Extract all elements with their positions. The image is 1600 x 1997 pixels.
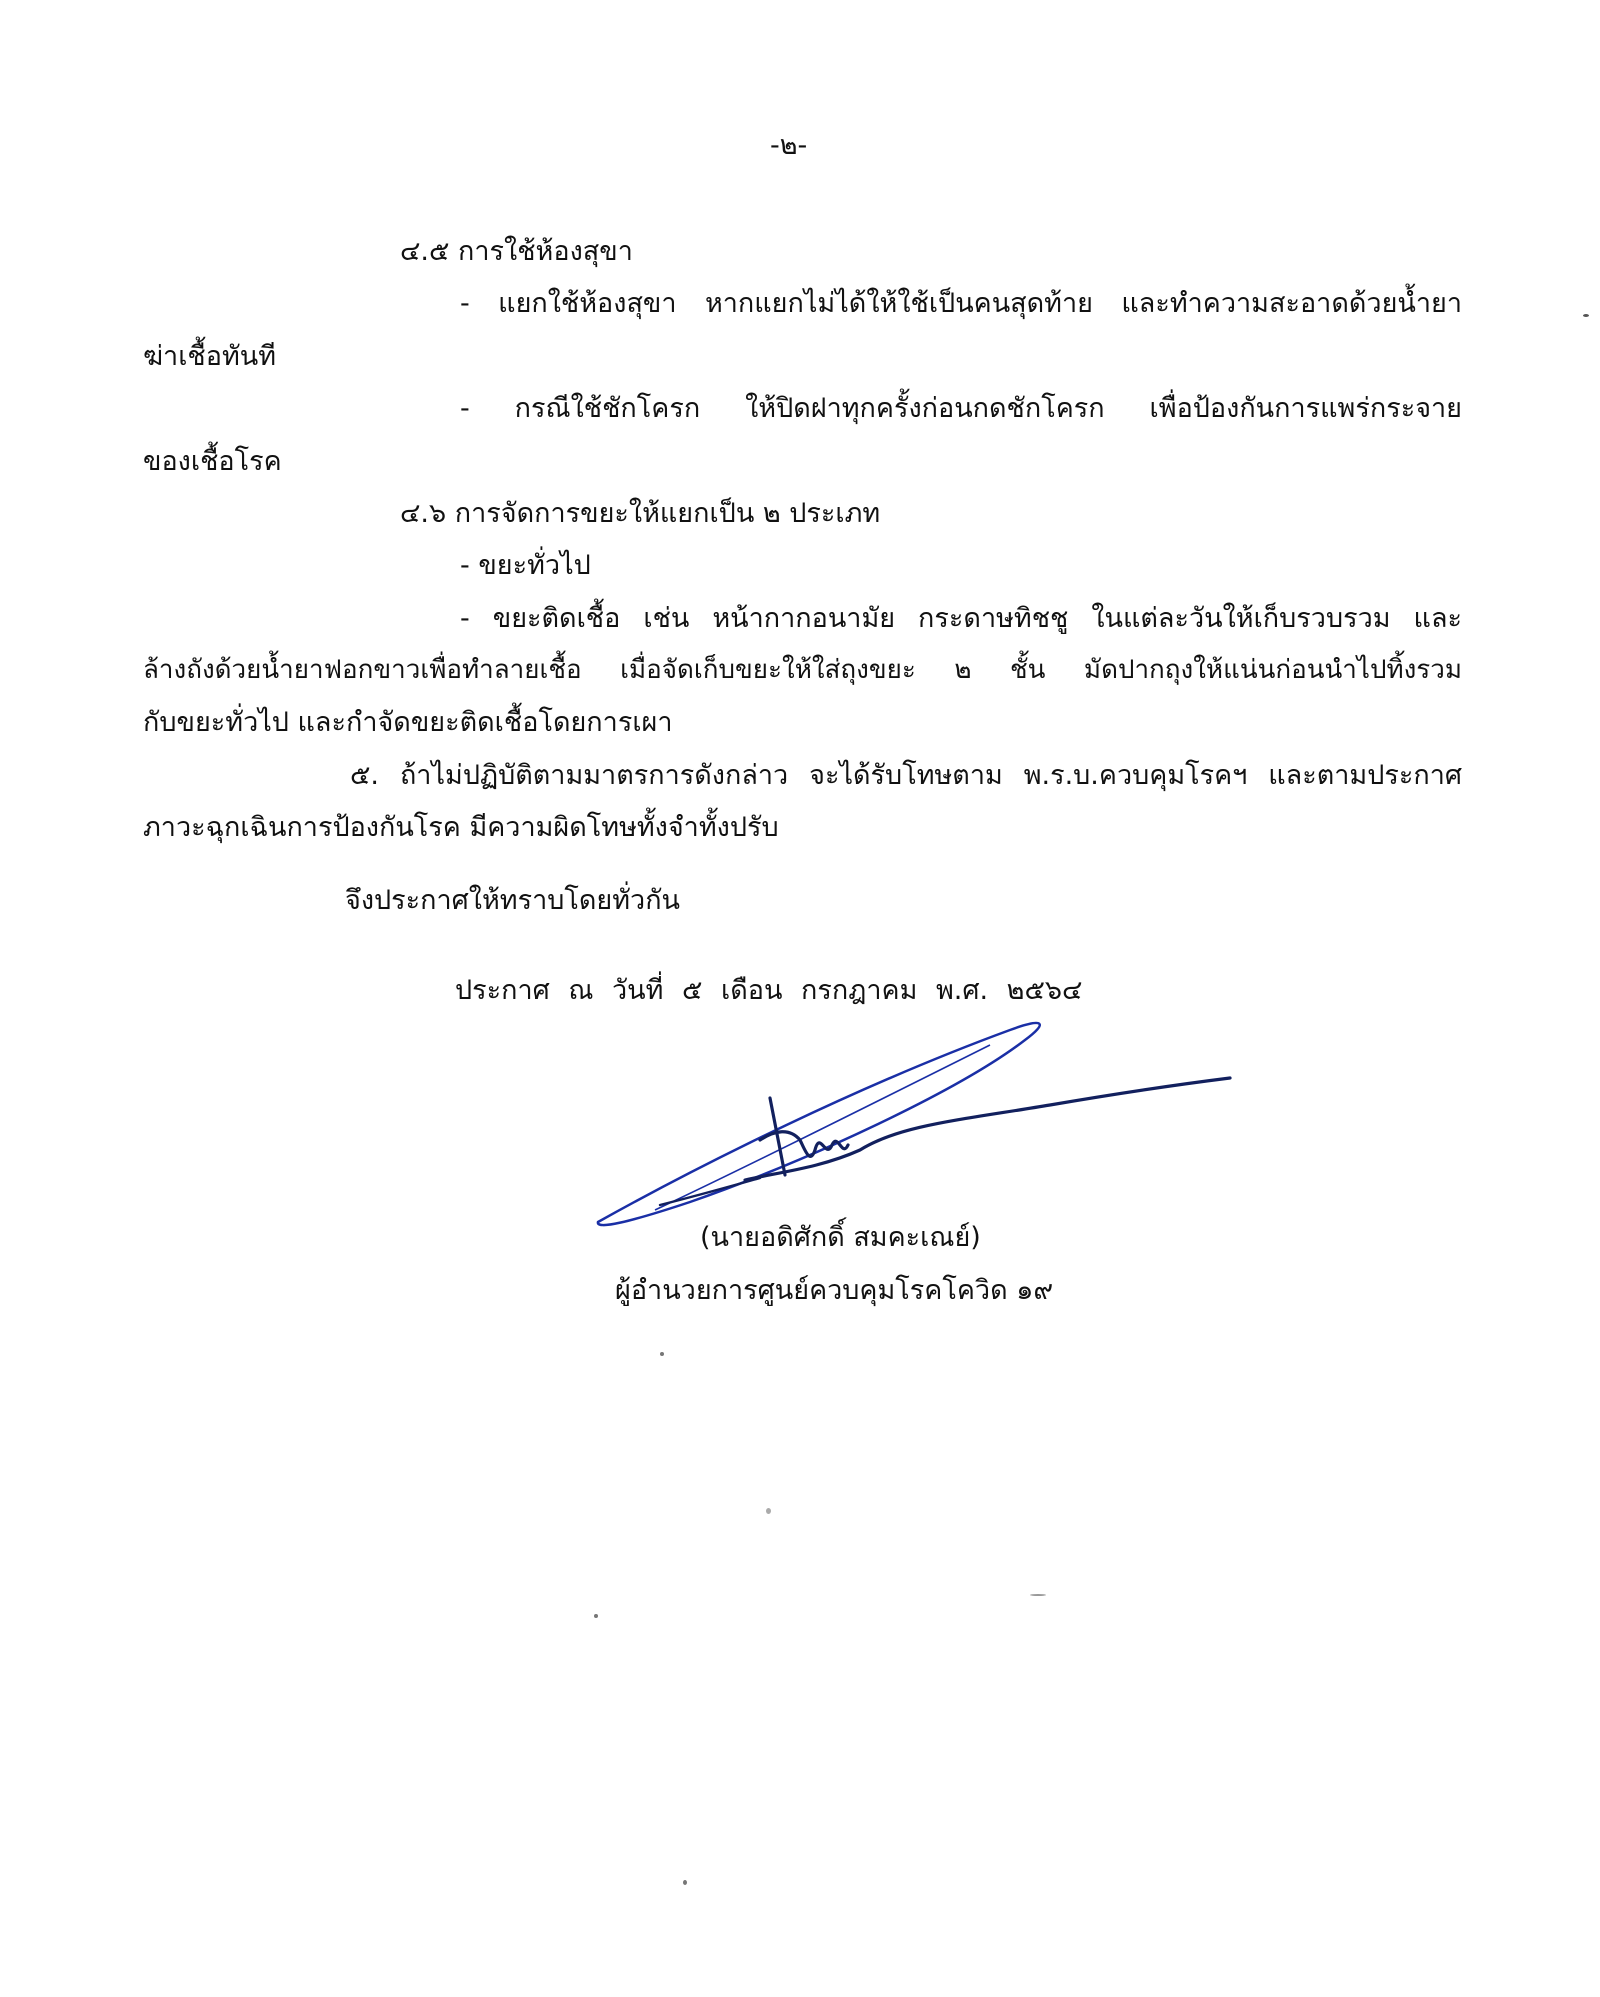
section-4-5-heading: ๔.๕ การใช้ห้องสุขา: [400, 236, 633, 267]
scan-speck: [660, 1352, 664, 1356]
section-4-6-item-2-line-2: ล้างถังด้วยน้ำยาฟอกขาวเพื่อทำลายเชื้อ เมื่อจัดเก็บขยะให้ใส่ถุงขยะ ๒ ชั้น มัดปากถุงให้แน่นก่อนนำไปทิ้งรวม: [143, 655, 1462, 685]
section-4-5-item-1-line-2: ฆ่าเชื้อทันที: [143, 341, 277, 372]
section-4-6-item-2-line-1: - ขยะติดเชื้อ เช่น หน้ากากอนามัย กระดาษทิชชู ในแต่ละวันให้เก็บรวบรวม และ: [460, 603, 1462, 634]
announcement-date: ประกาศ ณ วันที่ ๕ เดือน กรกฎาคม พ.ศ. ๒๕๖๔: [455, 975, 1083, 1006]
scan-speck: [1583, 314, 1589, 317]
section-4-6-item-2-line-3: กับขยะทั่วไป และกำจัดขยะติดเชื้อโดยการเผา: [143, 707, 673, 738]
signatory-name: (นายอดิศักดิ์ สมคะเณย์): [700, 1222, 981, 1253]
section-4-5-item-2-line-1: - กรณีใช้ชักโครก ให้ปิดฝาทุกครั้งก่อนกดชักโครก เพื่อป้องกันการแพร่กระจาย: [460, 393, 1462, 424]
section-4-5-item-1-line-1: - แยกใช้ห้องสุขา หากแยกไม่ได้ให้ใช้เป็นคนสุดท้าย และทำความสะอาดด้วยน้ำยา: [460, 288, 1462, 319]
scan-speck: [594, 1614, 598, 1618]
scan-speck: [766, 1508, 771, 1514]
section-4-5-item-2-line-2: ของเชื้อโรค: [143, 446, 282, 477]
closing-statement: จึงประกาศให้ทราบโดยทั่วกัน: [345, 885, 680, 916]
scan-speck: [683, 1880, 687, 1885]
signatory-title: ผู้อำนวยการศูนย์ควบคุมโรคโควิด ๑๙: [615, 1275, 1054, 1306]
section-4-6-heading: ๔.๖ การจัดการขยะให้แยกเป็น ๒ ประเภท: [400, 498, 881, 529]
page-number: -๒-: [770, 130, 808, 161]
scan-speck: [1030, 1594, 1046, 1596]
section-5-line-1: ๕. ถ้าไม่ปฏิบัติตามมาตรการดังกล่าว จะได้รับโทษตาม พ.ร.บ.ควบคุมโรคฯ และตามประกาศ: [350, 760, 1462, 791]
section-5-line-2: ภาวะฉุกเฉินการป้องกันโรค มีความผิดโทษทั้งจำทั้งปรับ: [143, 812, 779, 843]
section-4-6-item-1: - ขยะทั่วไป: [460, 550, 591, 581]
